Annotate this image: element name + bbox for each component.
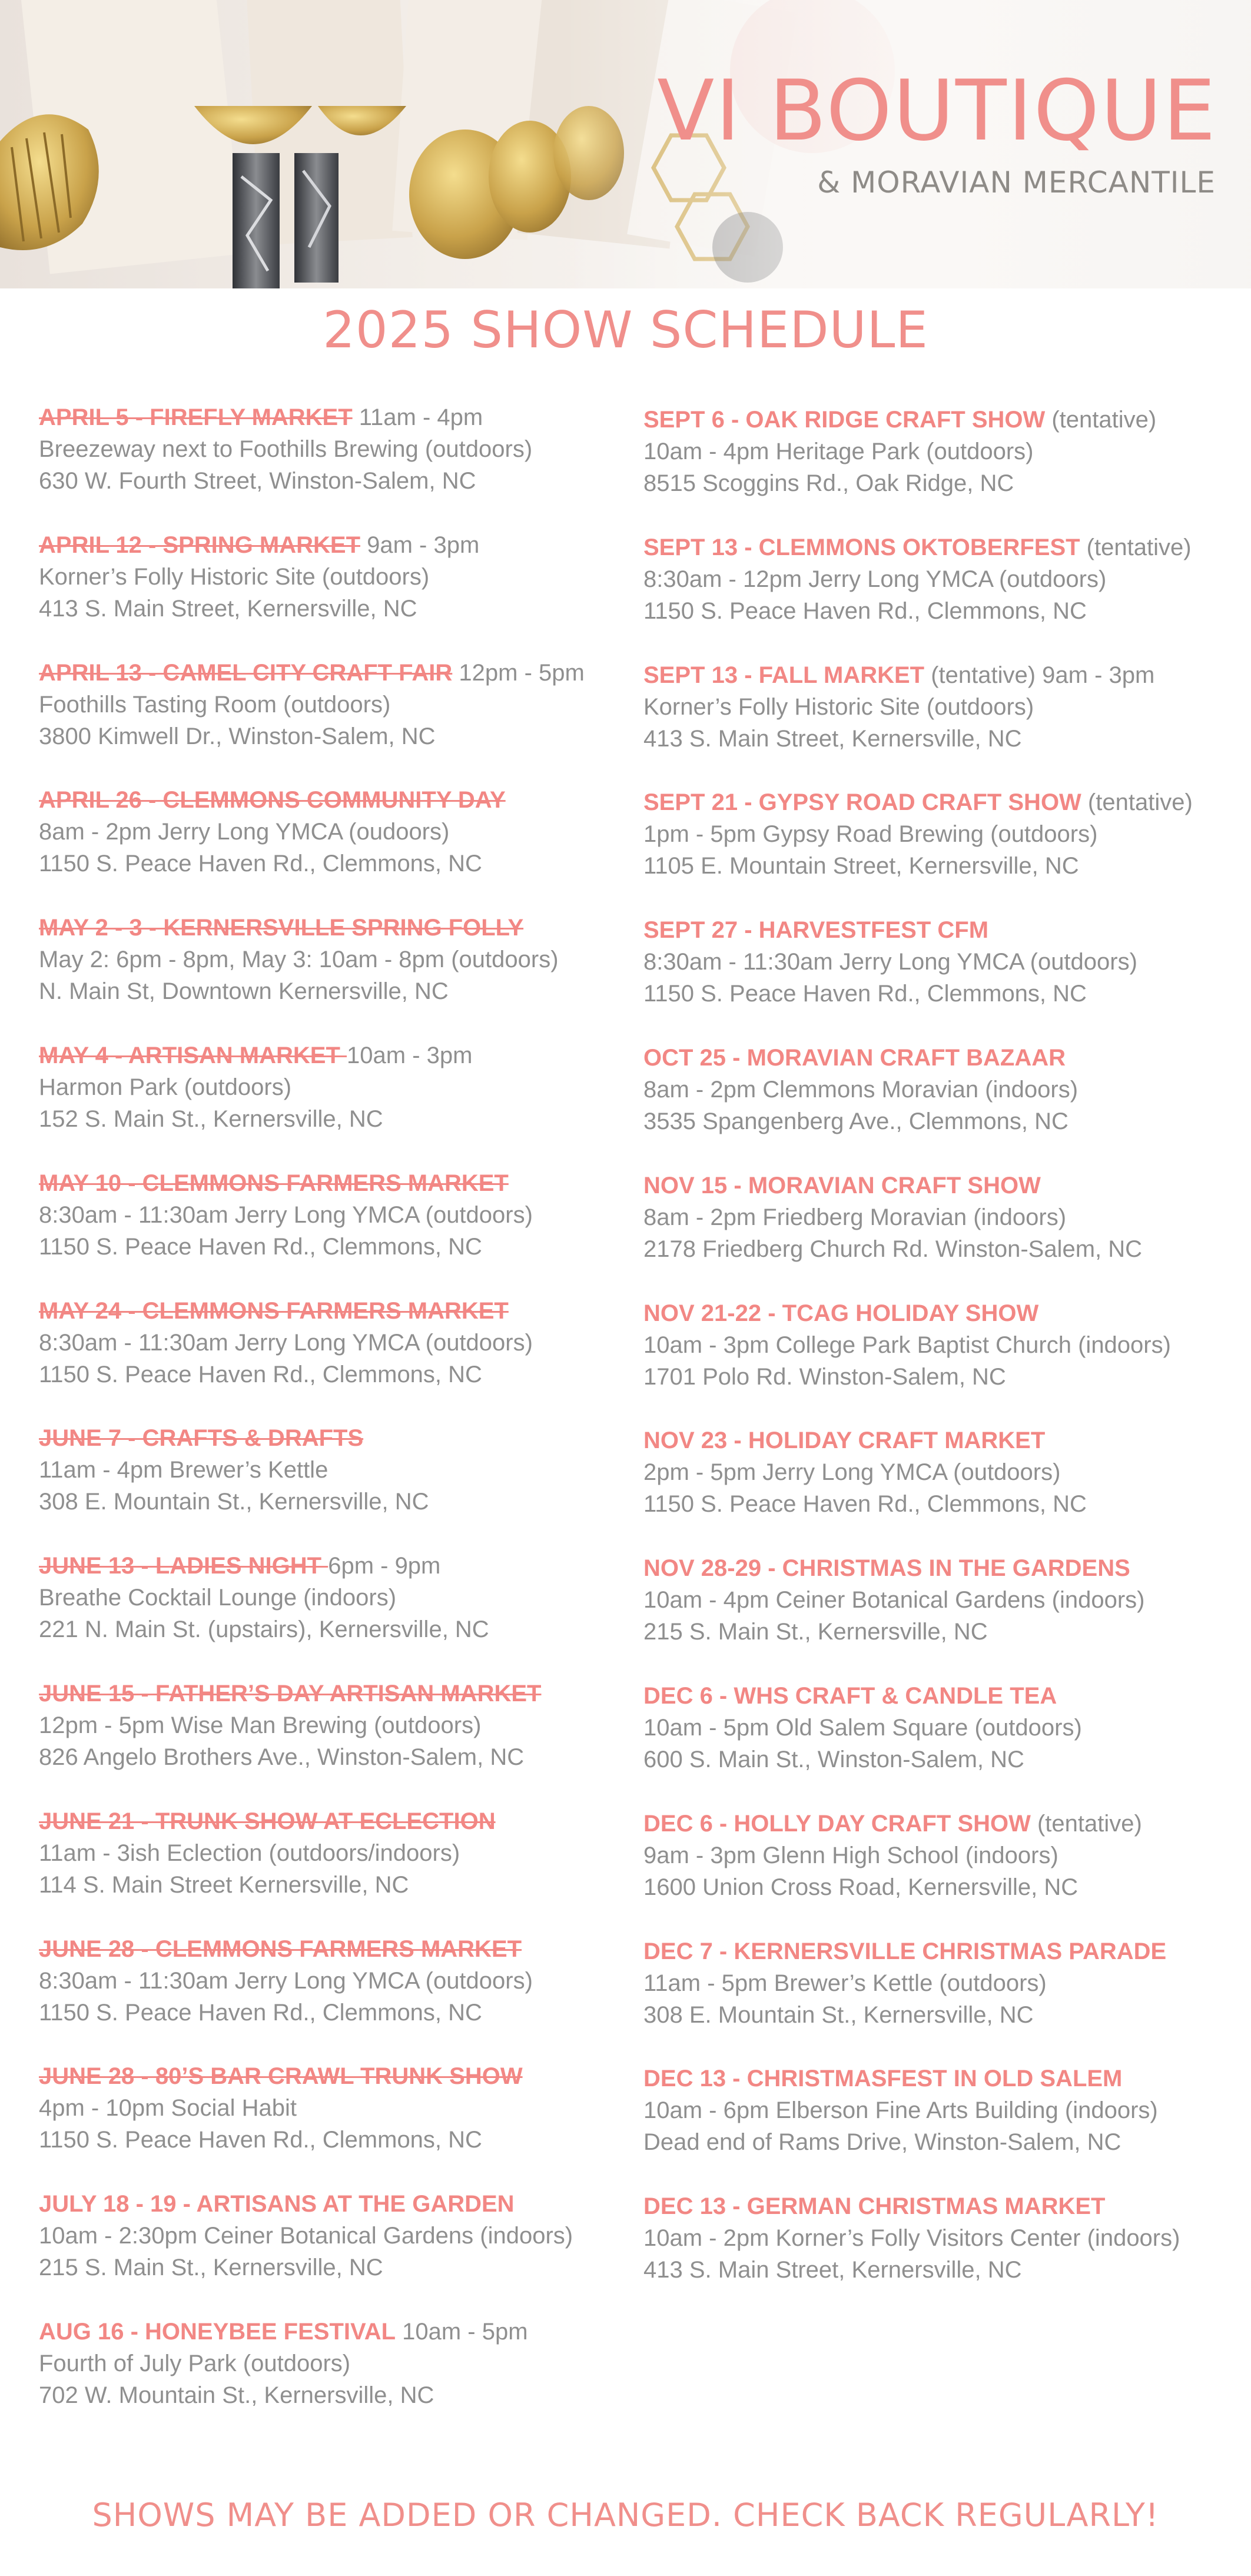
event-address: 215 S. Main St., Kernersville, NC bbox=[643, 1619, 988, 1645]
event-details: Korner’s Folly Historic Site (outdoors) bbox=[643, 693, 1034, 720]
event-name: MAY 24 - CLEMMONS FARMERS MARKET bbox=[39, 1297, 509, 1324]
event-name: JUNE 28 - 80’S BAR CRAWL TRUNK SHOW bbox=[39, 2063, 523, 2090]
event-details: 12pm - 5pm Wise Man Brewing (outdoors) bbox=[39, 1712, 482, 1738]
brand-title: VI BOUTIQUE bbox=[657, 62, 1217, 160]
event-address: 600 S. Main St., Winston-Salem, NC bbox=[643, 1747, 1024, 1772]
event-details: 8am - 2pm Jerry Long YMCA (oudoors) bbox=[39, 819, 450, 845]
event-details: 10am - 4pm Ceiner Botanical Gardens (indoors) bbox=[643, 1587, 1145, 1614]
event-name: MAY 2 - 3 - KERNERSVILLE SPRING FOLLY bbox=[39, 915, 524, 941]
event-item bbox=[39, 1167, 533, 1263]
event-item bbox=[39, 657, 585, 752]
event-address: 1150 S. Peace Haven Rd., Clemmons, NC bbox=[39, 1233, 482, 1260]
event-time: (tentative) 9am - 3pm bbox=[924, 662, 1155, 688]
event-time: 10am - 5pm bbox=[396, 2319, 528, 2345]
event-heading bbox=[39, 2188, 573, 2220]
event-address: 152 S. Main St., Kernersville, NC bbox=[39, 1106, 383, 1132]
event-item bbox=[643, 1170, 1142, 1265]
event-time: (tentative) bbox=[1045, 407, 1157, 433]
event-address: 630 W. Fourth Street, Winston-Salem, NC bbox=[39, 468, 476, 494]
event-item bbox=[39, 2060, 523, 2156]
event-address: 413 S. Main Street, Kernersville, NC bbox=[643, 725, 1022, 752]
event-time: 6pm - 9pm bbox=[328, 1553, 441, 1579]
event-address: 114 S. Main Street Kernersville, NC bbox=[39, 1871, 409, 1898]
event-item bbox=[39, 1295, 533, 1390]
event-name: JUNE 28 - CLEMMONS FARMERS MARKET bbox=[39, 1936, 522, 1962]
event-details: 10am - 3pm College Park Baptist Church (indoors) bbox=[643, 1332, 1171, 1358]
event-item bbox=[643, 1680, 1082, 1775]
event-name: AUG 16 - HONEYBEE FESTIVAL bbox=[39, 2319, 396, 2345]
event-heading bbox=[643, 1297, 1171, 1329]
event-item bbox=[643, 404, 1156, 499]
event-address: 413 S. Main Street, Kernersville, NC bbox=[643, 2257, 1022, 2283]
event-details: 8am - 2pm Clemmons Moravian (indoors) bbox=[643, 1077, 1079, 1103]
event-heading bbox=[39, 1933, 533, 1965]
event-item bbox=[643, 786, 1193, 882]
event-heading bbox=[39, 657, 585, 689]
event-address: 702 W. Mountain St., Kernersville, NC bbox=[39, 2382, 434, 2408]
event-name: NOV 28-29 - CHRISTMAS IN THE GARDENS bbox=[643, 1555, 1130, 1582]
event-time: 9am - 3pm bbox=[360, 532, 480, 558]
event-details: 1pm - 5pm Gypsy Road Brewing (outdoors) bbox=[643, 821, 1098, 848]
event-heading bbox=[643, 786, 1193, 818]
event-item bbox=[39, 401, 532, 497]
event-heading bbox=[643, 1808, 1142, 1840]
event-heading bbox=[39, 784, 506, 816]
event-name: MAY 4 - ARTISAN MARKET bbox=[39, 1043, 347, 1068]
event-item bbox=[39, 1550, 489, 1645]
event-item bbox=[643, 1042, 1078, 1137]
event-address: 2178 Friedberg Church Rd. Winston-Salem, NC bbox=[643, 1236, 1143, 1262]
event-address: N. Main St, Downtown Kernersville, NC bbox=[39, 978, 449, 1005]
event-details: 10am - 5pm Old Salem Square (outdoors) bbox=[643, 1715, 1082, 1741]
header-banner bbox=[0, 0, 1251, 288]
event-details: Breezeway next to Foothills Brewing (outdoors) bbox=[39, 436, 533, 462]
event-item bbox=[39, 2188, 573, 2283]
event-details: 9am - 3pm Glenn High School (indoors) bbox=[643, 1842, 1058, 1868]
event-address: 1600 Union Cross Road, Kernersville, NC bbox=[643, 1874, 1079, 1900]
event-item bbox=[39, 2316, 528, 2411]
event-details: Fourth of July Park (outdoors) bbox=[39, 2351, 351, 2376]
event-heading bbox=[643, 659, 1154, 691]
event-heading bbox=[643, 1425, 1087, 1456]
event-item bbox=[39, 912, 559, 1007]
event-name: SEPT 6 - OAK RIDGE CRAFT SHOW bbox=[643, 407, 1046, 433]
event-heading bbox=[643, 1680, 1082, 1712]
event-address: 1150 S. Peace Haven Rd., Clemmons, NC bbox=[643, 981, 1087, 1007]
event-name: JULY 18 - 19 - ARTISANS AT THE GARDEN bbox=[39, 2191, 515, 2218]
event-heading bbox=[643, 2190, 1180, 2222]
event-heading bbox=[643, 1552, 1145, 1584]
event-name: NOV 23 - HOLIDAY CRAFT MARKET bbox=[643, 1428, 1046, 1454]
event-name: SEPT 13 - FALL MARKET bbox=[643, 662, 925, 688]
event-item bbox=[643, 914, 1137, 1010]
event-heading bbox=[39, 1167, 533, 1199]
event-heading bbox=[643, 1936, 1166, 1967]
event-address: 1105 E. Mountain Street, Kernersville, NC bbox=[643, 853, 1079, 879]
event-heading bbox=[39, 1422, 429, 1454]
brand-subtitle: & MORAVIAN MERCANTILE bbox=[817, 165, 1216, 200]
event-address: 215 S. Main St., Kernersville, NC bbox=[39, 2255, 383, 2281]
event-time: 12pm - 5pm bbox=[452, 659, 585, 686]
event-heading bbox=[643, 1170, 1142, 1201]
event-address: 1150 S. Peace Haven Rd., Clemmons, NC bbox=[643, 1491, 1087, 1518]
event-heading bbox=[643, 2063, 1158, 2094]
event-time: (tentative) bbox=[1080, 534, 1192, 560]
event-address: 3535 Spangenberg Ave., Clemmons, NC bbox=[643, 1108, 1069, 1134]
event-address: 1150 S. Peace Haven Rd., Clemmons, NC bbox=[39, 1361, 482, 1387]
event-address: 308 E. Mountain St., Kernersville, NC bbox=[643, 2001, 1034, 2028]
event-details: 4pm - 10pm Social Habit bbox=[39, 2095, 297, 2122]
event-address: 1150 S. Peace Haven Rd., Clemmons, NC bbox=[39, 1999, 482, 2026]
event-heading bbox=[39, 2316, 528, 2348]
event-heading bbox=[643, 1042, 1078, 1074]
event-name: APRIL 12 - SPRING MARKET bbox=[39, 532, 360, 558]
event-details: 10am - 6pm Elberson Fine Arts Building (indoors) bbox=[643, 2097, 1158, 2124]
schedule-title: 2025 SHOW SCHEDULE bbox=[323, 301, 928, 360]
footer-note: SHOWS MAY BE ADDED OR CHANGED. CHECK BACK REGULARLY! bbox=[92, 2497, 1159, 2534]
event-heading bbox=[643, 914, 1137, 946]
event-item bbox=[39, 784, 506, 879]
event-details: 8:30am - 11:30am Jerry Long YMCA (outdoors) bbox=[39, 1967, 533, 1994]
event-details: 10am - 2pm Korner’s Folly Visitors Center (indoors) bbox=[643, 2225, 1180, 2252]
event-name: JUNE 15 - FATHER’S DAY ARTISAN MARKET bbox=[39, 1681, 542, 1707]
event-heading bbox=[643, 532, 1192, 563]
event-item bbox=[643, 1552, 1145, 1648]
event-name: DEC 6 - WHS CRAFT & CANDLE TEA bbox=[643, 1683, 1057, 1709]
event-details: 11am - 3ish Eclection (outdoors/indoors) bbox=[39, 1840, 460, 1866]
event-address: Dead end of Rams Drive, Winston-Salem, NC bbox=[643, 2129, 1121, 2156]
event-details: 11am - 5pm Brewer’s Kettle (outdoors) bbox=[643, 1970, 1047, 1996]
event-details: 2pm - 5pm Jerry Long YMCA (outdoors) bbox=[643, 1459, 1061, 1486]
event-name: DEC 13 - GERMAN CHRISTMAS MARKET bbox=[643, 2193, 1106, 2220]
event-details: 8:30am - 11:30am Jerry Long YMCA (outdoors) bbox=[39, 1201, 533, 1228]
event-name: DEC 7 - KERNERSVILLE CHRISTMAS PARADE bbox=[643, 1938, 1167, 1964]
event-name: SEPT 27 - HARVESTFEST CFM bbox=[643, 917, 989, 944]
event-item bbox=[39, 1422, 429, 1518]
event-name: MAY 10 - CLEMMONS FARMERS MARKET bbox=[39, 1170, 509, 1196]
event-item bbox=[643, 1297, 1171, 1393]
event-details: 8am - 2pm Friedberg Moravian (indoors) bbox=[643, 1204, 1067, 1230]
event-item bbox=[643, 659, 1154, 755]
event-heading bbox=[39, 401, 532, 433]
event-name: JUNE 13 - LADIES NIGHT bbox=[39, 1553, 328, 1579]
event-item bbox=[643, 532, 1192, 627]
event-name: APRIL 26 - CLEMMONS COMMUNITY DAY bbox=[39, 787, 506, 814]
event-details: 10am - 4pm Heritage Park (outdoors) bbox=[643, 439, 1034, 464]
event-details: 8:30am - 12pm Jerry Long YMCA (outdoors) bbox=[643, 566, 1107, 592]
event-heading bbox=[39, 1805, 496, 1837]
event-item bbox=[643, 1936, 1166, 2031]
event-heading bbox=[39, 912, 559, 944]
event-details: May 2: 6pm - 8pm, May 3: 10am - 8pm (outdoors) bbox=[39, 947, 559, 973]
event-name: APRIL 13 - CAMEL CITY CRAFT FAIR bbox=[39, 659, 453, 686]
event-details: Foothills Tasting Room (outdoors) bbox=[39, 691, 391, 718]
event-name: NOV 21-22 - TCAG HOLIDAY SHOW bbox=[643, 1300, 1039, 1326]
event-name: APRIL 5 - FIREFLY MARKET bbox=[39, 404, 353, 430]
event-time: (tentative) bbox=[1081, 789, 1193, 816]
event-name: SEPT 21 - GYPSY ROAD CRAFT SHOW bbox=[643, 789, 1081, 816]
event-address: 826 Angelo Brothers Ave., Winston-Salem, NC bbox=[39, 1744, 525, 1770]
event-name: OCT 25 - MORAVIAN CRAFT BAZAAR bbox=[643, 1045, 1066, 1071]
event-name: SEPT 13 - CLEMMONS OKTOBERFEST bbox=[643, 534, 1080, 560]
event-details: Korner’s Folly Historic Site (outdoors) bbox=[39, 563, 430, 590]
event-heading bbox=[643, 404, 1156, 436]
event-heading bbox=[39, 1295, 533, 1327]
event-time: 11am - 4pm bbox=[352, 404, 483, 430]
event-item bbox=[643, 2063, 1158, 2158]
event-details: Harmon Park (outdoors) bbox=[39, 1074, 292, 1100]
event-heading bbox=[39, 529, 479, 561]
event-address: 8515 Scoggins Rd., Oak Ridge, NC bbox=[643, 470, 1014, 496]
event-address: 3800 Kimwell Dr., Winston-Salem, NC bbox=[39, 723, 436, 749]
event-address: 221 N. Main St. (upstairs), Kernersville, NC bbox=[39, 1616, 489, 1643]
event-heading bbox=[39, 1678, 541, 1709]
event-address: 1150 S. Peace Haven Rd., Clemmons, NC bbox=[643, 597, 1087, 624]
event-name: JUNE 21 - TRUNK SHOW AT ECLECTION bbox=[39, 1808, 496, 1834]
event-details: 8:30am - 11:30am Jerry Long YMCA (outdoors) bbox=[39, 1329, 533, 1356]
event-name: DEC 6 - HOLLY DAY CRAFT SHOW bbox=[643, 1810, 1031, 1837]
event-item bbox=[643, 2190, 1180, 2286]
event-details: 8:30am - 11:30am Jerry Long YMCA (outdoors) bbox=[643, 949, 1137, 975]
event-details: 11am - 4pm Brewer’s Kettle bbox=[39, 1457, 328, 1483]
event-address: 1701 Polo Rd. Winston-Salem, NC bbox=[643, 1363, 1006, 1390]
event-heading bbox=[39, 2060, 523, 2092]
event-address: 413 S. Main Street, Kernersville, NC bbox=[39, 595, 417, 622]
event-name: JUNE 7 - CRAFTS & DRAFTS bbox=[39, 1425, 364, 1452]
event-time: 10am - 3pm bbox=[347, 1043, 473, 1068]
event-details: Breathe Cocktail Lounge (indoors) bbox=[39, 1585, 397, 1611]
event-item bbox=[39, 529, 479, 625]
event-details: 10am - 2:30pm Ceiner Botanical Gardens (indoors) bbox=[39, 2223, 573, 2249]
event-address: 308 E. Mountain St., Kernersville, NC bbox=[39, 1489, 429, 1515]
event-item bbox=[39, 1805, 496, 1901]
event-item bbox=[643, 1808, 1142, 1903]
event-address: 1150 S. Peace Haven Rd., Clemmons, NC bbox=[39, 2127, 482, 2153]
event-item bbox=[39, 1933, 533, 2029]
event-item bbox=[39, 1678, 541, 1773]
event-heading bbox=[39, 1550, 489, 1582]
event-address: 1150 S. Peace Haven Rd., Clemmons, NC bbox=[39, 851, 482, 877]
event-time: (tentative) bbox=[1030, 1810, 1142, 1837]
event-item bbox=[643, 1425, 1087, 1520]
event-heading bbox=[39, 1040, 472, 1071]
event-item bbox=[39, 1040, 472, 1135]
event-name: NOV 15 - MORAVIAN CRAFT SHOW bbox=[643, 1172, 1041, 1199]
event-name: DEC 13 - CHRISTMASFEST IN OLD SALEM bbox=[643, 2066, 1123, 2092]
